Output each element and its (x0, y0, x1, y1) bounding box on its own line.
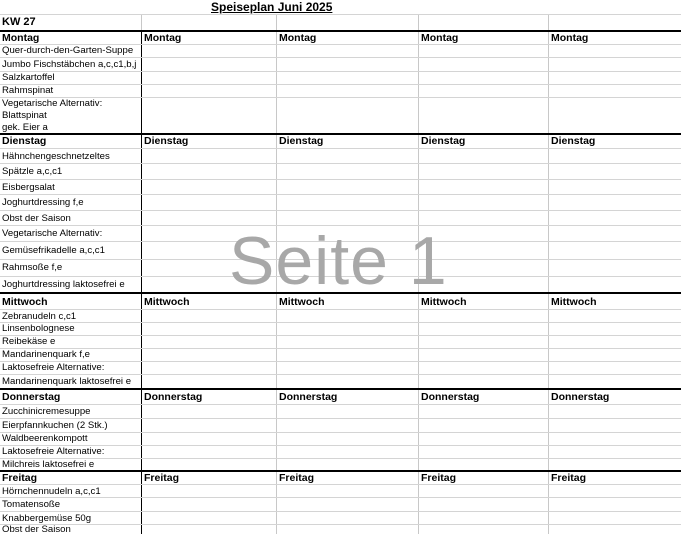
row-line (0, 71, 681, 72)
row-line (0, 194, 681, 195)
day-header-montag: Montag (2, 32, 40, 44)
menu-item: gek. Eier a (2, 122, 48, 133)
menu-item: Blattspinat (2, 110, 47, 121)
row-line (0, 432, 681, 433)
menu-item: Quer-durch-den-Garten-Suppe (2, 45, 134, 56)
row-line (0, 179, 681, 180)
page-watermark: Seite 1 (229, 223, 448, 299)
day-header-freitag: Freitag (2, 472, 38, 484)
menu-item: Knabbergemüse 50g (2, 513, 92, 524)
row-line (0, 309, 681, 310)
day-header-dienstag: Dienstag (421, 135, 466, 147)
menu-item: Salzkartoffel (2, 72, 55, 83)
menu-item: Joghurtdressing laktosefrei e (2, 279, 125, 290)
menu-item: Mandarinenquark laktosefrei e (2, 376, 132, 387)
menu-item: Vegetarische Alternativ: (2, 228, 103, 239)
page-title: Speiseplan Juni 2025 (211, 0, 333, 14)
row-line (0, 210, 681, 211)
menu-item: Reibekäse e (2, 336, 56, 347)
menu-item: Jumbo Fischstäbchen a,c,c1,b,j (2, 59, 137, 70)
day-header-montag: Montag (144, 32, 182, 44)
menu-item: Mandarinenquark f,e (2, 349, 90, 360)
row-line (0, 458, 681, 459)
section-border (0, 388, 681, 390)
menu-item: Linsenbolognese (2, 323, 75, 334)
day-header-donnerstag: Donnerstag (551, 391, 610, 403)
day-header-mittwoch: Mittwoch (144, 296, 190, 308)
menu-item: Spätzle a,c,c1 (2, 166, 63, 177)
menu-item: Tomatensoße (2, 499, 61, 510)
menu-item: Zucchinicremesuppe (2, 406, 91, 417)
menu-item: Laktosefreie Alternative: (2, 362, 105, 373)
day-header-freitag: Freitag (144, 472, 180, 484)
menu-item: Milchreis laktosefrei e (2, 459, 95, 470)
row-line (0, 497, 681, 498)
day-header-mittwoch: Mittwoch (421, 296, 467, 308)
menu-item: Joghurtdressing f,e (2, 197, 84, 208)
day-header-mittwoch: Mittwoch (2, 296, 48, 308)
day-header-dienstag: Dienstag (144, 135, 189, 147)
row-line (0, 148, 681, 149)
day-header-mittwoch: Mittwoch (551, 296, 597, 308)
menu-item: Zebranudeln c,c1 (2, 311, 77, 322)
day-header-montag: Montag (421, 32, 459, 44)
menu-item: Gemüsefrikadelle a,c,c1 (2, 245, 105, 256)
menu-item: Waldbeerenkompott (2, 433, 88, 444)
row-line (0, 374, 681, 375)
row-line (0, 511, 681, 512)
row-line (0, 14, 681, 15)
day-header-dienstag: Dienstag (551, 135, 596, 147)
day-header-donnerstag: Donnerstag (279, 391, 338, 403)
menu-item: Hörnchennudeln a,c,c1 (2, 486, 101, 497)
day-header-montag: Montag (279, 32, 317, 44)
menu-item: Vegetarische Alternativ: (2, 98, 103, 109)
menu-item: Eierpfannkuchen (2 Stk.) (2, 420, 108, 431)
row-line (0, 322, 681, 323)
row-line (0, 484, 681, 485)
day-header-donnerstag: Donnerstag (2, 391, 61, 403)
day-header-dienstag: Dienstag (2, 135, 47, 147)
menu-item: Eisbergsalat (2, 182, 55, 193)
menu-item: Rahmspinat (2, 85, 54, 96)
row-line (0, 57, 681, 58)
menu-item: Rahmsoße f,e (2, 262, 63, 273)
row-line (0, 524, 681, 525)
day-header-freitag: Freitag (551, 472, 587, 484)
menu-item: Laktosefreie Alternative: (2, 446, 105, 457)
column-divider (548, 14, 549, 534)
menu-item: Obst der Saison (2, 213, 71, 224)
day-header-mittwoch: Mittwoch (279, 296, 325, 308)
row-line (0, 418, 681, 419)
row-line (0, 335, 681, 336)
day-header-dienstag: Dienstag (279, 135, 324, 147)
week-label: KW 27 (2, 16, 36, 28)
day-header-freitag: Freitag (279, 472, 315, 484)
row-line (0, 348, 681, 349)
row-line (0, 84, 681, 85)
day-header-freitag: Freitag (421, 472, 457, 484)
day-header-donnerstag: Donnerstag (144, 391, 203, 403)
menu-item: Obst der Saison (2, 524, 71, 535)
row-line (0, 163, 681, 164)
day-header-montag: Montag (551, 32, 589, 44)
day-header-donnerstag: Donnerstag (421, 391, 480, 403)
row-line (0, 404, 681, 405)
menu-item: Hähnchengeschnetzeltes (2, 151, 110, 162)
